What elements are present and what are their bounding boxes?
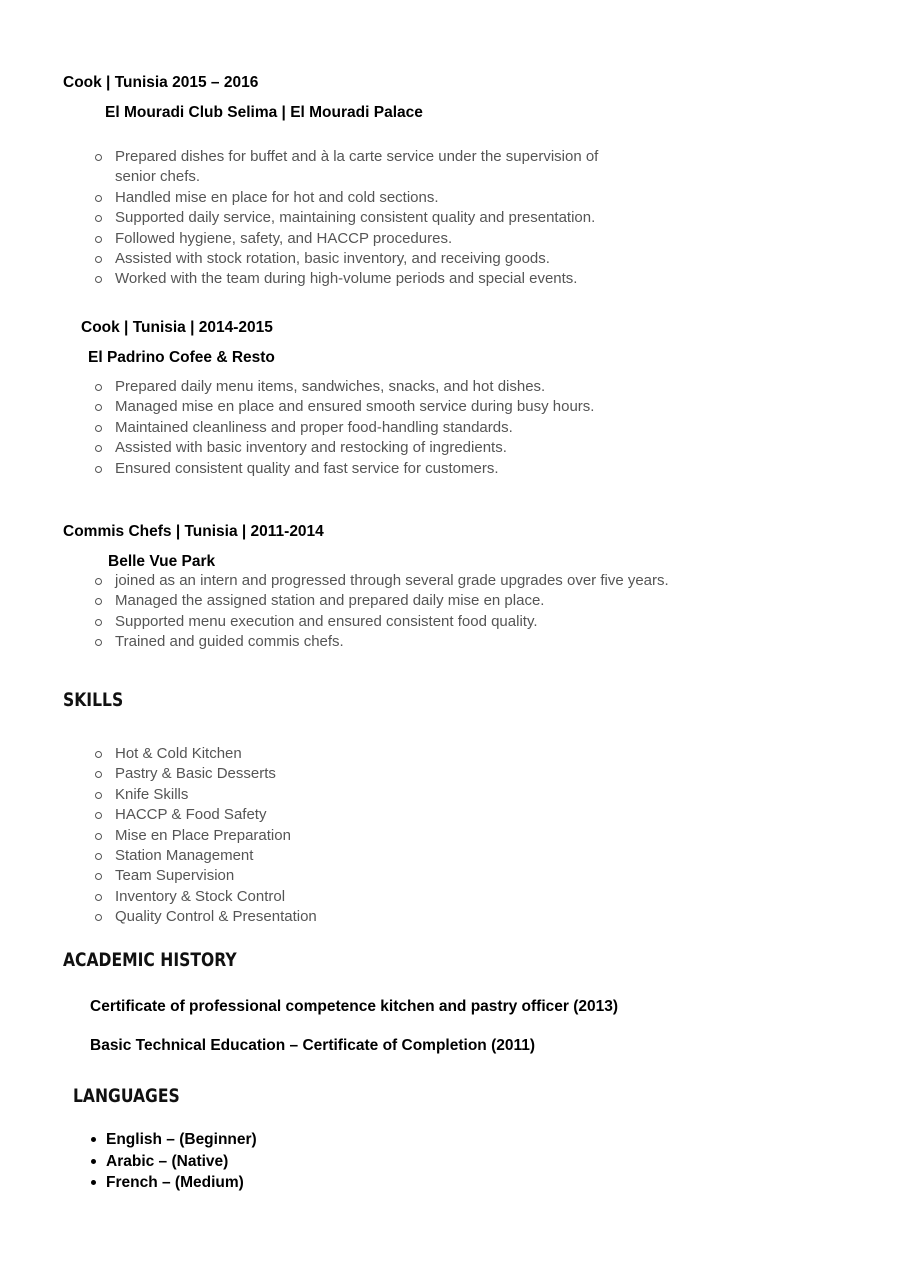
list-item: Supported menu execution and ensured consistent food quality. (115, 612, 815, 632)
job-title-3: Commis Chefs | Tunisia | 2011-2014 (63, 523, 324, 540)
list-item: French – (Medium) (106, 1172, 406, 1194)
certificate-2: Basic Technical Education – Certificate of Completion (2011) (90, 1037, 536, 1054)
list-item: Managed mise en place and ensured smooth service during busy hours. (115, 397, 715, 417)
job-title-2: Cook | Tunisia | 2014-2015 (81, 319, 273, 336)
list-item: Hot & Cold Kitchen (115, 744, 515, 764)
list-item: HACCP & Food Safety (115, 805, 515, 825)
employer-2: El Padrino Cofee & Resto (88, 349, 275, 366)
list-item: Worked with the team during high-volume periods and special events. (115, 269, 615, 289)
skills-heading: SKILLS (63, 689, 124, 711)
duties-list-1 (115, 147, 615, 290)
list-item: English – (Beginner) (106, 1129, 406, 1151)
list-item: Managed the assigned station and prepared daily mise en place. (115, 591, 815, 611)
list-item: Ensured consistent quality and fast service for customers. (115, 459, 715, 479)
list-item: Pastry & Basic Desserts (115, 764, 515, 784)
duties-list-2 (115, 377, 715, 479)
list-item: Assisted with stock rotation, basic inventory, and receiving goods. (115, 249, 615, 269)
list-item: Quality Control & Presentation (115, 907, 515, 927)
academic-heading: ACADEMIC HISTORY (63, 949, 237, 971)
list-item: Prepared daily menu items, sandwiches, snacks, and hot dishes. (115, 377, 715, 397)
list-item: Supported daily service, maintaining consistent quality and presentation. (115, 208, 615, 228)
certificate-1: Certificate of professional competence kitchen and pastry officer (2013) (90, 998, 619, 1015)
list-item: Trained and guided commis chefs. (115, 632, 815, 652)
list-item: Followed hygiene, safety, and HACCP procedures. (115, 229, 615, 249)
languages-heading: LANGUAGES (73, 1085, 180, 1107)
languages-list (106, 1129, 406, 1194)
list-item: Maintained cleanliness and proper food-handling standards. (115, 418, 715, 438)
list-item: Handled mise en place for hot and cold sections. (115, 188, 615, 208)
list-item: Arabic – (Native) (106, 1151, 406, 1173)
list-item: Assisted with basic inventory and restocking of ingredients. (115, 438, 715, 458)
list-item: Mise en Place Preparation (115, 826, 515, 846)
list-item: Team Supervision (115, 866, 515, 886)
list-item: Knife Skills (115, 785, 515, 805)
job-title-1: Cook | Tunisia 2015 – 2016 (63, 74, 259, 91)
skills-list (115, 744, 515, 928)
list-item: Station Management (115, 846, 515, 866)
employer-1: El Mouradi Club Selima | El Mouradi Palace (105, 104, 423, 121)
list-item: joined as an intern and progressed through several grade upgrades over five years. (115, 571, 815, 591)
list-item: Inventory & Stock Control (115, 887, 515, 907)
list-item: Prepared dishes for buffet and à la carte service under the supervision of senior chefs. (115, 147, 615, 188)
employer-3: Belle Vue Park (108, 553, 216, 570)
duties-list-3 (115, 571, 815, 653)
